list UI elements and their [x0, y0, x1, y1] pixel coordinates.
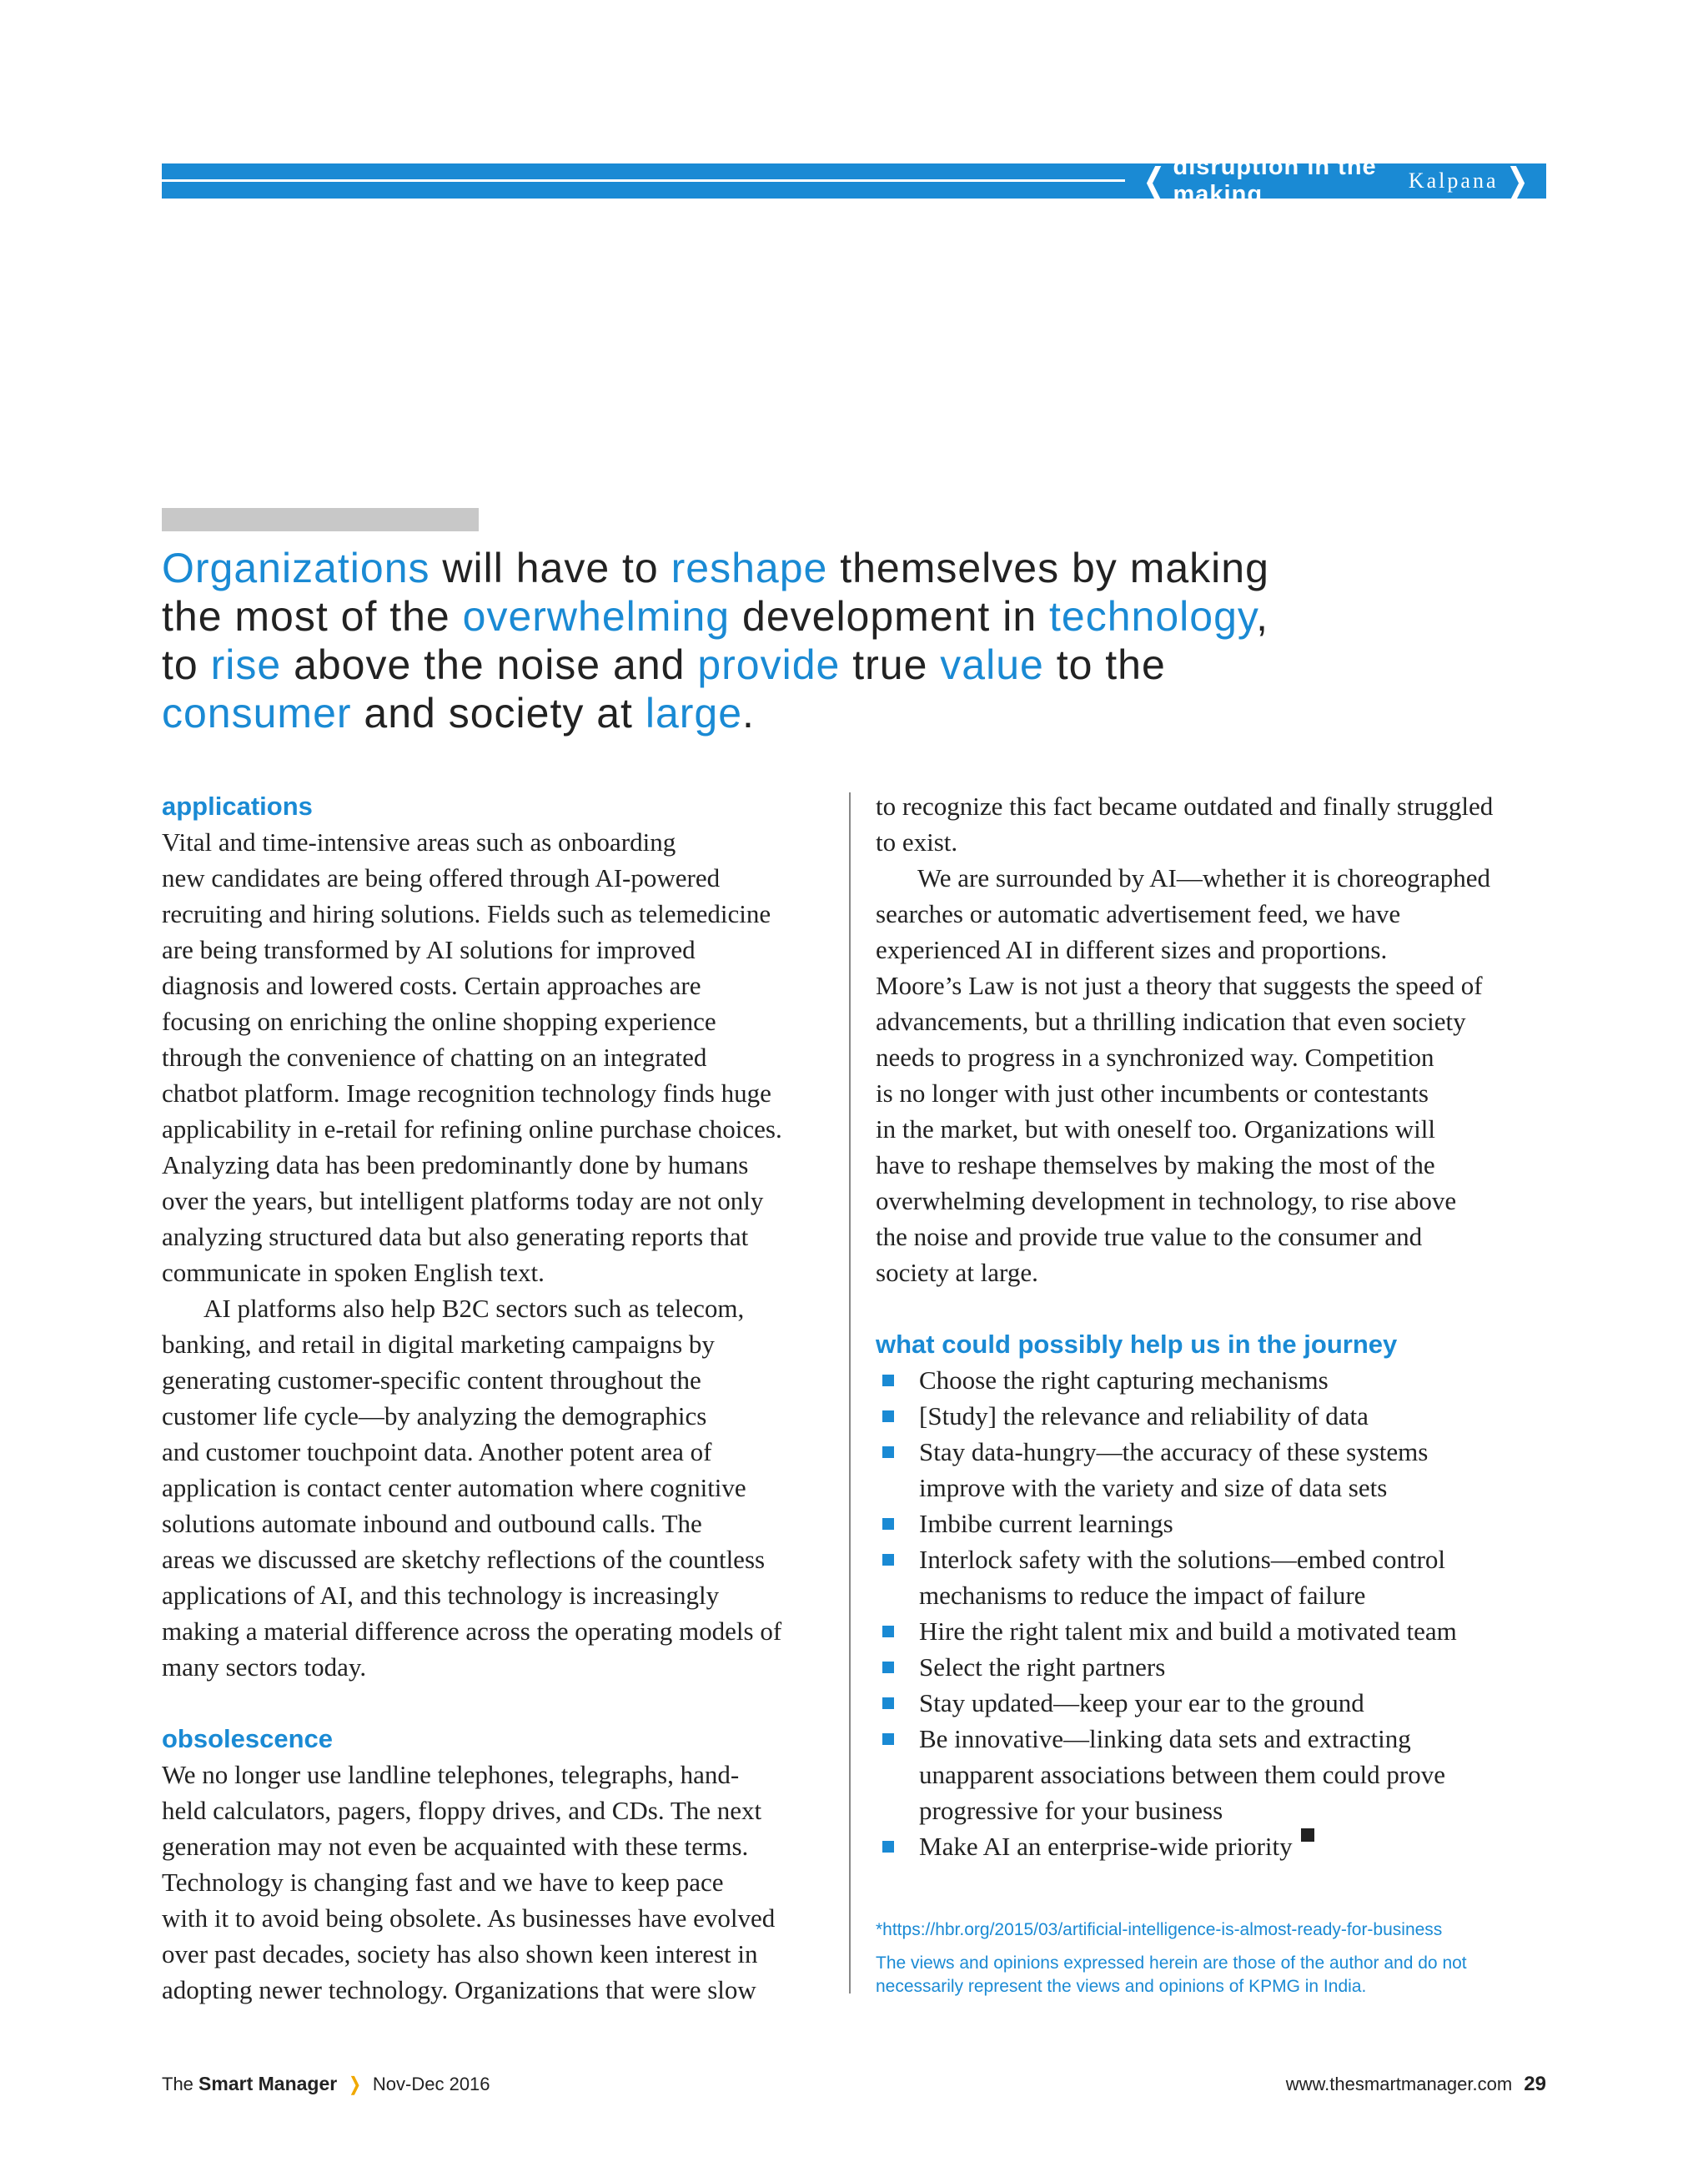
highlighted-word: value: [940, 641, 1044, 688]
footer-the: The: [162, 2074, 193, 2094]
body-text-line: to exist.: [876, 827, 958, 857]
highlighted-word: overwhelming: [462, 593, 731, 640]
quote-text: ,: [1256, 593, 1269, 640]
body-text-line: to recognize this fact became outdated and finally struggled: [876, 792, 1494, 821]
disclaimer-line-2: necessarily represent the views and opinions of KPMG in India.: [876, 1977, 1367, 1996]
square-bullet-icon: [882, 1375, 894, 1386]
body-text-line: banking, and retail in digital marketing campaigns by: [162, 1330, 715, 1359]
pull-quote: [162, 544, 1496, 737]
body-text-line: experienced AI in different sizes and proportions.: [876, 935, 1388, 964]
highlighted-word: consumer: [162, 690, 352, 737]
bullet-item: [876, 1362, 1543, 1398]
pull-quote-line: [162, 641, 1496, 689]
end-of-article-icon: [1301, 1828, 1314, 1842]
section-heading: obsolescence: [162, 1724, 334, 1753]
quote-text: will have to: [430, 545, 671, 591]
quote-text: development in: [730, 593, 1050, 640]
body-text-line: making a material difference across the operating models of: [162, 1616, 782, 1646]
body-text-line: society at large.: [876, 1258, 1038, 1287]
body-text-line: We no longer use landline telephones, telegraphs, hand-: [162, 1760, 740, 1789]
body-text-line: have to reshape themselves by making the most of the: [876, 1150, 1435, 1179]
bullet-text: Stay updated—keep your ear to the ground: [919, 1688, 1364, 1717]
body-text-line: generation may not even be acquainted with these terms.: [162, 1832, 749, 1861]
body-text-line: new candidates are being offered through AI-powered: [162, 863, 721, 892]
body-text-line: generating customer-specific content throughout the: [162, 1365, 701, 1395]
body-text-line: the noise and provide true value to the consumer and: [876, 1222, 1423, 1251]
bullet-item: [876, 1613, 1543, 1649]
section-heading: what could possibly help us in the journey: [876, 1330, 1398, 1359]
bullet-continuation: unapparent associations between them could prove: [919, 1760, 1445, 1789]
highlighted-word: rise: [210, 641, 282, 688]
bullet-item: [876, 1398, 1543, 1434]
highlighted-word: technology: [1049, 593, 1257, 640]
body-text-line: are being transformed by AI solutions for improved: [162, 935, 696, 964]
body-text-line: diagnosis and lowered costs. Certain approaches are: [162, 971, 701, 1000]
pull-quote-marker: [162, 508, 479, 531]
square-bullet-icon: [882, 1841, 894, 1853]
body-text-line: adopting newer technology. Organizations that were slow: [162, 1975, 756, 2004]
quote-text: true: [840, 641, 941, 688]
body-text-line: application is contact center automation where cognitive: [162, 1473, 746, 1502]
section-header-bar: [162, 153, 1546, 208]
body-text-line: and customer touchpoint data. Another potent area of: [162, 1437, 712, 1466]
bullet-text: Choose the right capturing mechanisms: [919, 1365, 1329, 1395]
square-bullet-icon: [882, 1662, 894, 1673]
body-text-line: in the market, but with oneself too. Organizations will: [876, 1114, 1435, 1144]
author-name: Kalpana: [1408, 168, 1499, 193]
body-text-line: advancements, but a thrilling indication that even society: [876, 1007, 1466, 1036]
footer-issue: Nov-Dec 2016: [372, 2074, 490, 2094]
body-text-line: with it to avoid being obsolete. As businesses have evolved: [162, 1903, 776, 1933]
body-text-line: applications of AI, and this technology is increasingly: [162, 1581, 720, 1610]
bullet-item: [876, 1506, 1543, 1541]
bullet-item: [876, 1434, 1543, 1470]
square-bullet-icon: [882, 1410, 894, 1422]
square-bullet-icon: [882, 1626, 894, 1637]
body-text-line: over past decades, society has also shown keen interest in: [162, 1939, 758, 1968]
quote-text: and society at: [351, 690, 646, 737]
quote-text: .: [742, 690, 755, 737]
bullet-text: Be innovative—linking data sets and extracting: [919, 1724, 1411, 1753]
paragraph-gap: [162, 1685, 834, 1721]
bullet-text: Make AI an enterprise-wide priority: [919, 1832, 1293, 1861]
bullet-item: [876, 1649, 1543, 1685]
footer-chevron: ❭: [347, 2074, 363, 2094]
disclaimer-line-1: The views and opinions expressed herein are those of the author and do not: [876, 1953, 1467, 1973]
body-text-line: recruiting and hiring solutions. Fields such as telemedicine: [162, 899, 771, 928]
left-column: [162, 788, 834, 2008]
footer-brand: Smart Manager: [198, 2073, 338, 2094]
bullet-continuation: mechanisms to reduce the impact of failure: [919, 1581, 1366, 1610]
bullet-text: Interlock safety with the solutions—embed control: [919, 1545, 1446, 1574]
body-text-line: is no longer with just other incumbents or contestants: [876, 1078, 1429, 1108]
paragraph-first-line: We are surrounded by AI—whether it is choreographed: [917, 863, 1491, 892]
body-text-line: Vital and time-intensive areas such as onboarding: [162, 827, 676, 857]
bullet-continuation: progressive for your business: [919, 1796, 1223, 1825]
body-text-line: searches or automatic advertisement feed, we have: [876, 899, 1401, 928]
body-text-line: held calculators, pagers, floppy drives, and CDs. The next: [162, 1796, 762, 1825]
square-bullet-icon: [882, 1554, 894, 1566]
paragraph-gap: [876, 1290, 1543, 1326]
highlighted-word: provide: [697, 641, 841, 688]
header-label: [1125, 153, 1546, 208]
footer-website: www.thesmartmanager.com: [1285, 2074, 1513, 2094]
header-open-chevron: ❬: [1140, 162, 1168, 199]
footer-page-info: [1286, 2073, 1546, 2096]
quote-text: the most of the: [162, 593, 463, 640]
body-text-line: Moore’s Law is not just a theory that suggests the speed of: [876, 971, 1483, 1000]
highlighted-word: reshape: [671, 545, 828, 591]
paragraph-first-line: AI platforms also help B2C sectors such as telecom,: [203, 1294, 745, 1323]
footnote-url: *https://hbr.org/2015/03/artificial-intelligence-is-almost-ready-for-business: [876, 1920, 1443, 1939]
header-close-chevron: ❭: [1503, 162, 1531, 199]
bullet-text: Hire the right talent mix and build a motivated team: [919, 1616, 1457, 1646]
body-text-line: through the convenience of chatting on an integrated: [162, 1043, 707, 1072]
square-bullet-icon: [882, 1697, 894, 1709]
quote-text: to the: [1043, 641, 1166, 688]
body-text-line: applicability in e-retail for refining online purchase choices.: [162, 1114, 782, 1144]
body-text-line: Technology is changing fast and we have to keep pace: [162, 1868, 724, 1897]
bullet-text: [Study] the relevance and reliability of data: [919, 1401, 1369, 1430]
bullet-item: [876, 1541, 1543, 1577]
bullet-item: [876, 1721, 1543, 1757]
body-text-line: customer life cycle—by analyzing the demographics: [162, 1401, 707, 1430]
body-text-line: analyzing structured data but also generating reports that: [162, 1222, 749, 1251]
highlighted-word: Organizations: [162, 545, 430, 591]
footer-publication: [162, 2073, 490, 2095]
square-bullet-icon: [882, 1733, 894, 1745]
body-text-line: overwhelming development in technology, to rise above: [876, 1186, 1457, 1215]
column-divider: [849, 792, 851, 1994]
pull-quote-line: [162, 689, 1496, 737]
body-text-line: areas we discussed are sketchy reflections of the countless: [162, 1545, 766, 1574]
square-bullet-icon: [882, 1518, 894, 1530]
bullet-continuation: improve with the variety and size of data sets: [919, 1473, 1388, 1502]
pull-quote-line: [162, 592, 1496, 641]
highlighted-word: large: [645, 690, 743, 737]
section-title: disruption in the making: [1173, 153, 1377, 208]
bullet-text: Stay data-hungry—the accuracy of these systems: [919, 1437, 1429, 1466]
quote-text: to: [162, 641, 211, 688]
body-text-line: chatbot platform. Image recognition technology finds huge: [162, 1078, 771, 1108]
body-text-line: many sectors today.: [162, 1652, 367, 1682]
square-bullet-icon: [882, 1446, 894, 1458]
bullet-item: [876, 1828, 1543, 1864]
quote-text: themselves by making: [827, 545, 1269, 591]
bullet-text: Select the right partners: [919, 1652, 1166, 1682]
body-text-line: solutions automate inbound and outbound calls. The: [162, 1509, 702, 1538]
footnote: [876, 1918, 1543, 1999]
quote-text: above the noise and: [281, 641, 698, 688]
body-text-line: over the years, but intelligent platforms today are not only: [162, 1186, 764, 1215]
body-text-line: Analyzing data has been predominantly done by humans: [162, 1150, 749, 1179]
body-text-line: focusing on enriching the online shopping experience: [162, 1007, 716, 1036]
body-text-line: needs to progress in a synchronized way. Competition: [876, 1043, 1434, 1072]
bullet-item: [876, 1685, 1543, 1721]
section-heading: applications: [162, 792, 313, 821]
pull-quote-line: [162, 544, 1496, 592]
body-text-line: communicate in spoken English text.: [162, 1258, 545, 1287]
page-number: 29: [1524, 2073, 1546, 2095]
bullet-text: Imbibe current learnings: [919, 1509, 1173, 1538]
right-column: [876, 788, 1543, 1864]
